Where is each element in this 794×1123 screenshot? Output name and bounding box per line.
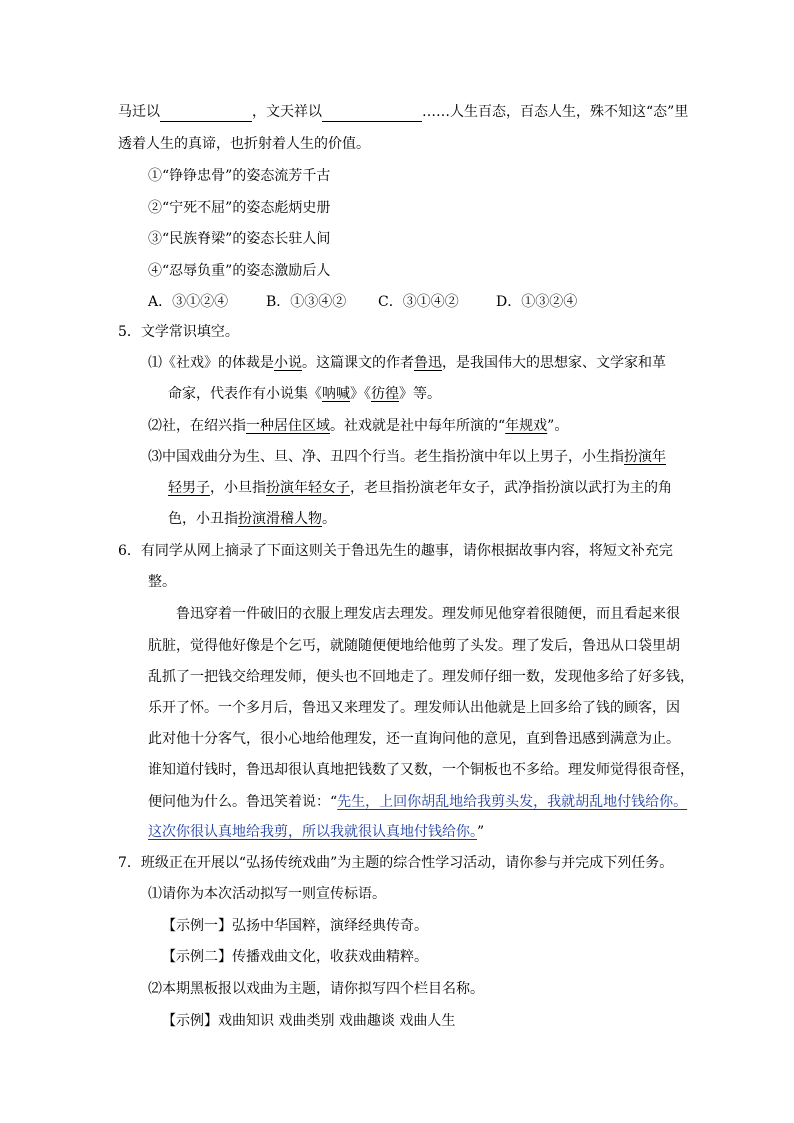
option-c: C．③①④② xyxy=(378,294,459,310)
answer-xiaosheng-cont: 轻男子 xyxy=(168,480,210,496)
option-d: D．①③②④ xyxy=(496,294,578,310)
text: 色，小丑指 xyxy=(168,511,238,527)
q6-story-line-7 xyxy=(148,792,687,812)
q5-p1-line2 xyxy=(168,384,441,404)
text: 。社戏就是社中每年所演的“ xyxy=(330,418,506,434)
answer-genre: 小说 xyxy=(274,355,302,371)
q6-story-line-8 xyxy=(148,822,484,842)
q7-sub1: ⑴请你为本次活动拟写一则宣传标语。 xyxy=(148,886,386,902)
text: 便问他为什么。鲁迅笑着说：“ xyxy=(148,794,338,810)
text: ，老旦指扮演老年女子，武净指扮演以武打为主的角 xyxy=(350,480,672,496)
q4-item-2: ②“宁死不屈”的姿态彪炳史册 xyxy=(148,200,331,216)
q4-item-3: ③“民族脊梁”的姿态长驻人间 xyxy=(148,231,331,247)
answer-xiaodan: 扮演年轻女子 xyxy=(266,480,350,496)
q5-p3-line1 xyxy=(148,447,666,467)
q4-item-1: ①“铮铮忠骨”的姿态流芳千古 xyxy=(148,168,331,184)
q5-p2 xyxy=(148,416,568,436)
q4-text: ，文天祥以 xyxy=(252,104,322,120)
q6-story-line-2: 肮脏，觉得他好像是个乞丐，就随随便便地给他剪了头发。理了发后，鲁迅从口袋里胡 xyxy=(148,638,680,654)
q6-story-line-5: 此对他十分客气，很小心地给他理发，还一直询问他的意见，直到鲁迅感到满意为止。 xyxy=(148,731,680,747)
answer-she: 一种居住区域 xyxy=(246,418,330,434)
q6-heading-line1: 6．有同学从网上摘录了下面这则关于鲁迅先生的趣事，请你根据故事内容，将短文补充完 xyxy=(118,543,673,559)
q5-p1-line1 xyxy=(148,353,666,373)
q5-p3-line3 xyxy=(168,509,336,529)
q4-options xyxy=(148,292,577,312)
q7-example-1 xyxy=(162,916,428,936)
answer-author: 鲁迅 xyxy=(414,355,442,371)
answer-xiaosheng: 扮演年 xyxy=(624,449,666,465)
q5-p3-line2 xyxy=(168,478,672,498)
answer-blank xyxy=(160,105,252,122)
q4-item-4: ④“忍辱负重”的姿态激励后人 xyxy=(148,263,331,279)
q6-story-line-3: 乱抓了一把钱交给理发师，便头也不回地走了。理发师仔细一数，发现他多给了好多钱， xyxy=(148,669,694,685)
example-tag: 【示例】 xyxy=(162,1013,218,1029)
text: 》等。 xyxy=(399,386,441,402)
q4-text: ……人生百态，百态人生，殊不知这“态”里 xyxy=(422,104,689,120)
q5-heading: 5．文学常识填空。 xyxy=(118,324,239,340)
answer-blank xyxy=(322,105,422,122)
answer-xiaochou: 扮演滑稽人物 xyxy=(238,511,322,527)
q4-line-2: 透着人生的真谛，也折射着人生的价值。 xyxy=(118,136,370,152)
text: 戏曲知识 戏曲类别 戏曲趣谈 戏曲人生 xyxy=(218,1013,456,1029)
text: ⑴《社戏》的体裁是 xyxy=(148,355,274,371)
option-b: B．①③④② xyxy=(266,294,347,310)
text: 》《 xyxy=(350,386,371,402)
q7-example-3 xyxy=(162,1011,455,1031)
q6-story-line-4: 乐开了怀。一个多月后，鲁迅又来理发了。理发师认出他就是上回多给了钱的顾客，因 xyxy=(148,700,680,716)
text: 传播戏曲文化，收获戏曲精粹。 xyxy=(232,949,428,965)
q7-heading: 7．班级正在开展以“弘扬传统戏曲”为主题的综合性学习活动，请你参与并完成下列任务。 xyxy=(118,855,674,871)
answer-luxun-quote-cont: 这次你很认真地给我剪，所以我就很认真地付钱给你。 xyxy=(148,824,477,840)
answer-book-2: 彷徨 xyxy=(371,386,399,402)
text: ” xyxy=(477,824,485,840)
example-tag: 【示例二】 xyxy=(162,949,232,965)
text: ，小旦指 xyxy=(210,480,266,496)
q7-sub2: ⑵本期黑板报以戏曲为主题，请你拟写四个栏目名称。 xyxy=(148,981,484,997)
option-a: A．③①②④ xyxy=(148,294,229,310)
answer-book-1: 呐喊 xyxy=(322,386,350,402)
q6-story-line-6: 谁知道付钱时，鲁迅却很认真地把钱数了又数，一个铜板也不多给。理发师觉得很奇怪， xyxy=(148,762,694,778)
text: ⑶中国戏曲分为生、旦、净、丑四个行当。老生指扮演中年以上男子，小生指 xyxy=(148,449,624,465)
text: 。这篇课文的作者 xyxy=(302,355,414,371)
text: ，是我国伟大的思想家、文学家和革 xyxy=(442,355,666,371)
q6-story-line-1: 鲁迅穿着一件破旧的衣服上理发店去理发。理发师见他穿着很随便，而且看起来很 xyxy=(176,606,680,622)
text: 。 xyxy=(322,511,336,527)
answer-sheixi: 年规戏 xyxy=(505,418,548,434)
text: ”。 xyxy=(547,418,569,434)
q6-heading-line2: 整。 xyxy=(148,574,176,590)
q7-example-2 xyxy=(162,947,428,967)
q4-text: 马迁以 xyxy=(118,104,160,120)
text: ⑵社，在绍兴指 xyxy=(148,418,246,434)
q4-line-1 xyxy=(118,102,688,122)
example-tag: 【示例一】 xyxy=(162,918,232,934)
text: 弘扬中华国粹，演绎经典传奇。 xyxy=(232,918,428,934)
text: 命家，代表作有小说集《 xyxy=(168,386,322,402)
answer-luxun-quote: 先生，上回你胡乱地给我剪头发，我就胡乱地付钱给你。 xyxy=(337,794,688,810)
